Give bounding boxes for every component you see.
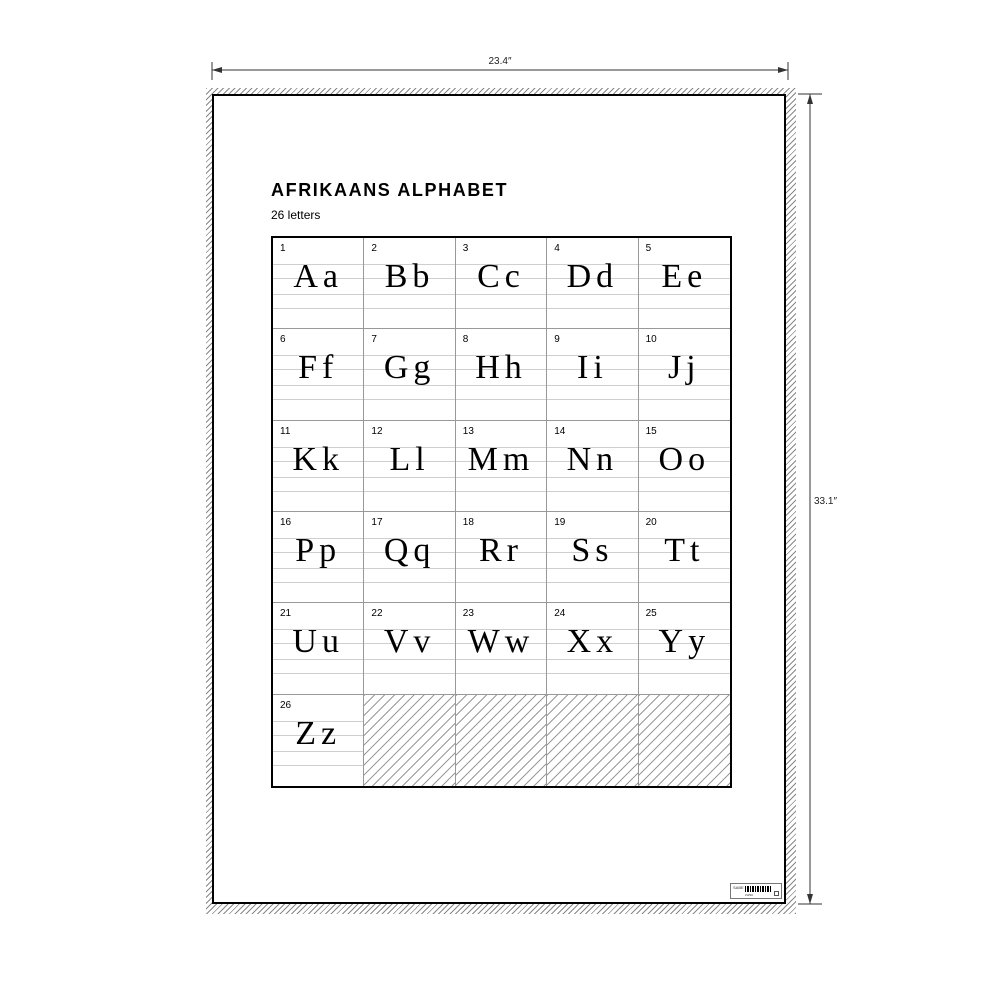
letter-number: 21 [280,608,292,620]
guide-line [273,673,363,674]
poster [212,94,786,904]
letter-number: 25 [645,608,657,620]
letter-cell [639,238,730,329]
letter-number: 1 [280,243,286,254]
letter-glyph: Bb [384,258,435,295]
empty-hatched-cell [639,695,730,786]
letter-glyph: Oo [658,440,711,478]
letter-cell [639,421,730,512]
letter-number: 3 [462,243,469,254]
height-dimension-label: 33.1″ [814,496,838,507]
letter-glyph: Gg [383,349,436,387]
guide-line [547,399,637,400]
guide-line [364,491,454,492]
letter-cell [364,421,455,512]
letter-cell [639,329,730,420]
letter-cell [639,512,730,603]
letter-cell [547,329,638,420]
label-square-icon [774,891,779,896]
empty-hatched-cell [364,695,455,786]
letter-glyph: Yy [658,623,711,661]
letter-cell [273,695,364,786]
letter-cell [639,603,730,694]
letter-number: 13 [462,425,474,437]
label-brand: SABE [733,885,744,890]
letter-cell [364,329,455,420]
guide-line [364,308,454,309]
letter-cell [273,512,364,603]
letter-cell [547,512,638,603]
letter-glyph: Aa [293,258,344,295]
letter-cell [273,603,364,694]
letter-number: 8 [462,334,469,346]
letter-glyph: Ee [661,258,708,295]
guide-line [364,673,454,674]
label-code: LWS0 [745,893,753,897]
letter-glyph: Ii [577,349,608,387]
guide-line [639,308,730,309]
letter-cell [547,421,638,512]
letter-cell [547,238,638,329]
guide-line [547,308,637,309]
letter-number: 17 [371,517,383,528]
letter-cell [364,603,455,694]
letter-glyph: Vv [383,623,436,661]
letter-cell [456,421,547,512]
guide-line [456,673,546,674]
poster-subtitle: 26 letters [271,208,321,222]
poster-title: AFRIKAANS ALPHABET [271,180,509,200]
letter-number: 12 [371,425,383,437]
guide-line [456,582,546,583]
letter-number: 16 [280,517,292,528]
letter-cell [456,512,547,603]
letter-cell [456,238,547,329]
letter-number: 18 [462,517,474,528]
letter-glyph: Cc [477,258,525,295]
letter-number: 24 [554,608,566,620]
letter-number: 6 [280,334,286,346]
guide-line [273,765,363,766]
guide-line [456,491,546,492]
width-dimension-label: 23.4″ [488,56,512,67]
letter-glyph: Ll [389,440,430,478]
alphabet-grid [271,236,732,788]
guide-line [547,491,637,492]
letter-number: 20 [645,517,657,528]
letter-number: 9 [554,334,560,346]
letter-number: 15 [645,425,657,437]
letter-number: 22 [371,608,383,620]
letter-glyph: Dd [566,258,619,295]
letter-glyph: Xx [566,623,619,661]
guide-line [273,582,363,583]
letter-glyph: Pp [295,532,342,569]
letter-glyph: Jj [667,349,701,387]
guide-line [364,399,454,400]
guide-line [456,308,546,309]
guide-line [273,308,363,309]
guide-line [364,582,454,583]
letter-cell [364,238,455,329]
letter-number: 11 [280,425,291,437]
letter-glyph: Ff [298,349,339,387]
letter-cell [456,329,547,420]
letter-cell [273,329,364,420]
guide-line [639,582,730,583]
letter-cell [273,421,364,512]
letter-cell [547,603,638,694]
guide-line [456,399,546,400]
letter-glyph: Rr [478,532,523,569]
guide-line [639,673,730,674]
letter-number: 19 [554,517,566,528]
guide-line [273,491,363,492]
letter-number: 5 [645,243,652,254]
letter-number: 7 [371,334,377,346]
letter-glyph: Ss [571,532,614,569]
letter-number: 10 [645,334,657,346]
letter-number: 14 [554,425,566,437]
guide-line [639,491,730,492]
letter-cell [456,603,547,694]
letter-number: 2 [371,243,377,254]
guide-line [547,582,637,583]
letter-glyph: Tt [664,532,705,569]
letter-glyph: Uu [292,623,344,661]
letter-number: 26 [280,699,292,711]
letter-number: 23 [462,608,474,620]
letter-glyph: Kk [292,440,344,478]
letter-cell [273,238,364,329]
letter-glyph: Qq [383,532,436,569]
guide-line [547,673,637,674]
letter-glyph: Zz [295,714,342,752]
letter-glyph: Ww [467,623,535,661]
letter-glyph: Hh [475,349,527,387]
letter-glyph: Nn [566,440,619,478]
empty-hatched-cell [547,695,638,786]
letter-number: 4 [554,243,560,254]
guide-line [639,399,730,400]
letter-glyph: Mm [467,440,535,478]
guide-line [273,399,363,400]
product-label [730,883,782,899]
barcode-icon [745,886,771,892]
letter-cell [364,512,455,603]
empty-hatched-cell [456,695,547,786]
